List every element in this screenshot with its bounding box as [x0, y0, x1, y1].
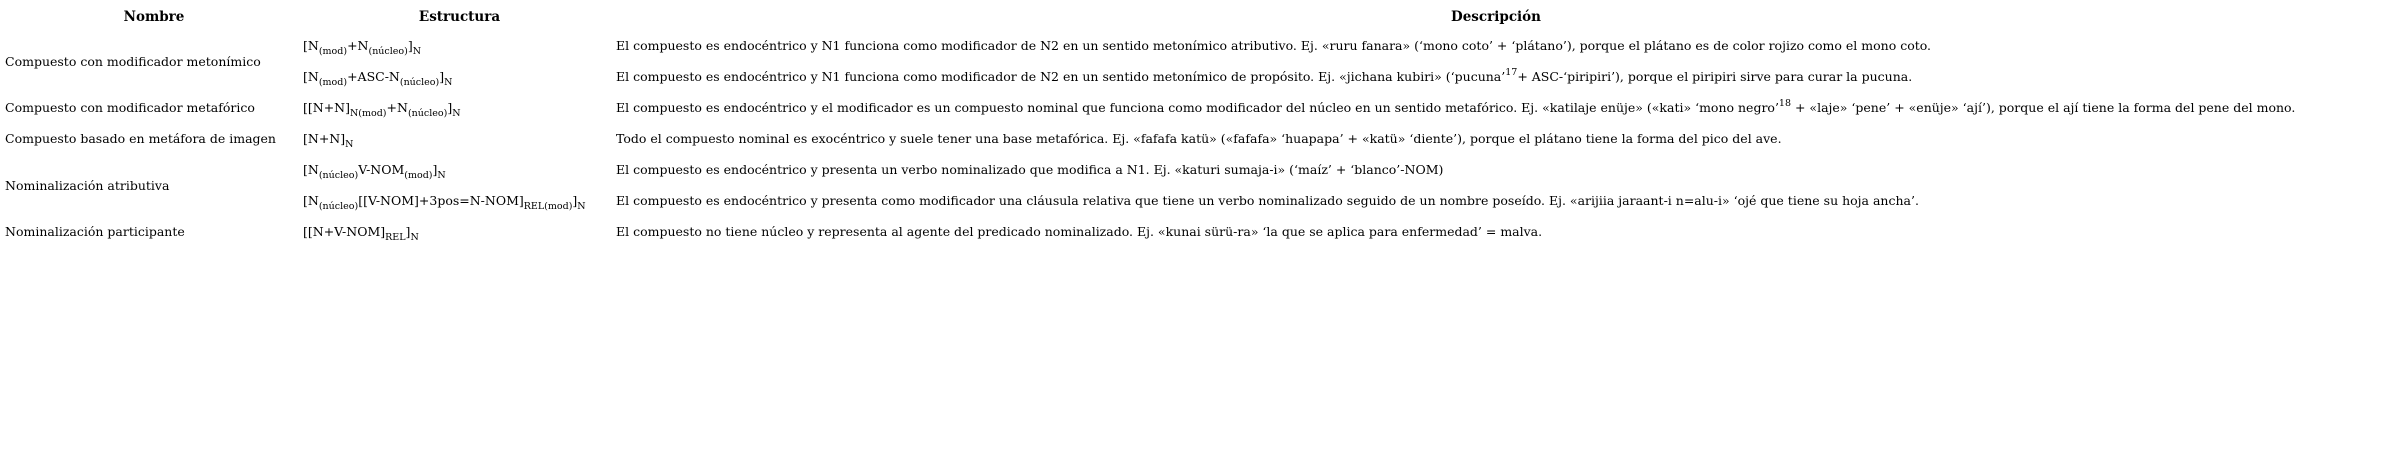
row-structure: $[N+N]_N$: [303, 131, 354, 150]
row-name-atributiva: Nominalización atributiva: [5, 177, 170, 193]
row-description: El compuesto es endocéntrico y N1 funciona como modificador de N2 en un sentido metonímico de propósito. Ej. «jichana kubiri» (‘pucuna’$^{17}$+ ASC-‘piripiri’), porque el piripiri sirve para curar la pucuna.: [616, 67, 1913, 84]
table-row: [5, 216, 2376, 247]
footnote-18: 18: [1778, 98, 1792, 109]
row-description: El compuesto es endocéntrico y presenta como modificador una cláusula relativa que tiene un verbo nominalizado seguido de un nombre poseído. Ej. «arijiia jaraant-i n=alu-i» ‘ojé que tiene su hoja ancha’.: [616, 193, 1919, 208]
row-name-metaforico: Compuesto con modificador metafórico: [5, 100, 255, 115]
footnote-17: 17: [1505, 67, 1518, 78]
row-description: El compuesto es endocéntrico y el modificador es un compuesto nominal que funciona como modificador del núcleo en un sentido metafórico. Ej. «katilaje enüje» («kati» ‘mono negro’$^{18}$ + «laje» ‘pene’ + «enüje» ‘ají’), porque el ají tiene la forma del pene del mono.: [616, 98, 2296, 115]
table-row: [5, 92, 2376, 123]
row-structure: $[N_{(núcleo)}V-NOM_{(mod)}]_N$: [303, 162, 446, 181]
row-structure: $[N_{(mod)}+N_{(núcleo)}]_N$: [303, 38, 422, 57]
table-row: [5, 30, 2376, 61]
table-row: [5, 185, 2376, 216]
table-row: [5, 61, 2376, 92]
row-structure: $[N_{(núcleo)}[[V-NOM]+3pos=N-NOM]_{REL(mod)}]_N$: [303, 193, 586, 212]
row-description: El compuesto es endocéntrico y presenta un verbo nominalizado que modifica a N1. Ej. «katuri sumaja-i» (‘maíz’ + ‘blanco’-NOM): [616, 162, 1444, 177]
row-name-imagen: Compuesto basado en metáfora de imagen: [5, 131, 276, 146]
row-description: Todo el compuesto nominal es exocéntrico y suele tener una base metafórica. Ej. «fafafa katü» («fafafa» ‘huapapa’ + «katü» ‘diente’), porque el plátano tiene la forma del pico del ave.: [616, 131, 1782, 146]
header-nombre: Nombre: [123, 9, 185, 25]
table-row: [5, 154, 2376, 185]
row-name-participante: Nominalización participante: [5, 224, 185, 239]
header-descripcion: Descripción: [1451, 9, 1541, 25]
table-header-row: [5, 8, 2376, 30]
table-row: [5, 123, 2376, 154]
row-structure: $[N_{(mod)}+ASC-N_{(núcleo)}]_N$: [303, 69, 453, 88]
compound-types-table: [5, 8, 2376, 247]
row-description: El compuesto no tiene núcleo y representa al agente del predicado nominalizado. Ej. «kunai sürü-ra» ‘la que se aplica para enfermedad’ = malva.: [616, 224, 1543, 239]
row-name-metonimico: Compuesto con modificador metonímico: [5, 53, 261, 69]
row-structure: $[[N+N]_{N(mod)}+N_{(núcleo)}]_N$: [303, 100, 461, 119]
row-description: El compuesto es endocéntrico y N1 funciona como modificador de N2 en un sentido metonímico atributivo. Ej. «ruru fanara» (‘mono coto’ + ‘plátano’), porque el plátano es de color rojizo como el mono coto.: [616, 38, 1932, 53]
row-structure: $[[N+V-NOM]_{REL}]_N$: [303, 224, 419, 243]
header-estructura: Estructura: [418, 9, 501, 25]
